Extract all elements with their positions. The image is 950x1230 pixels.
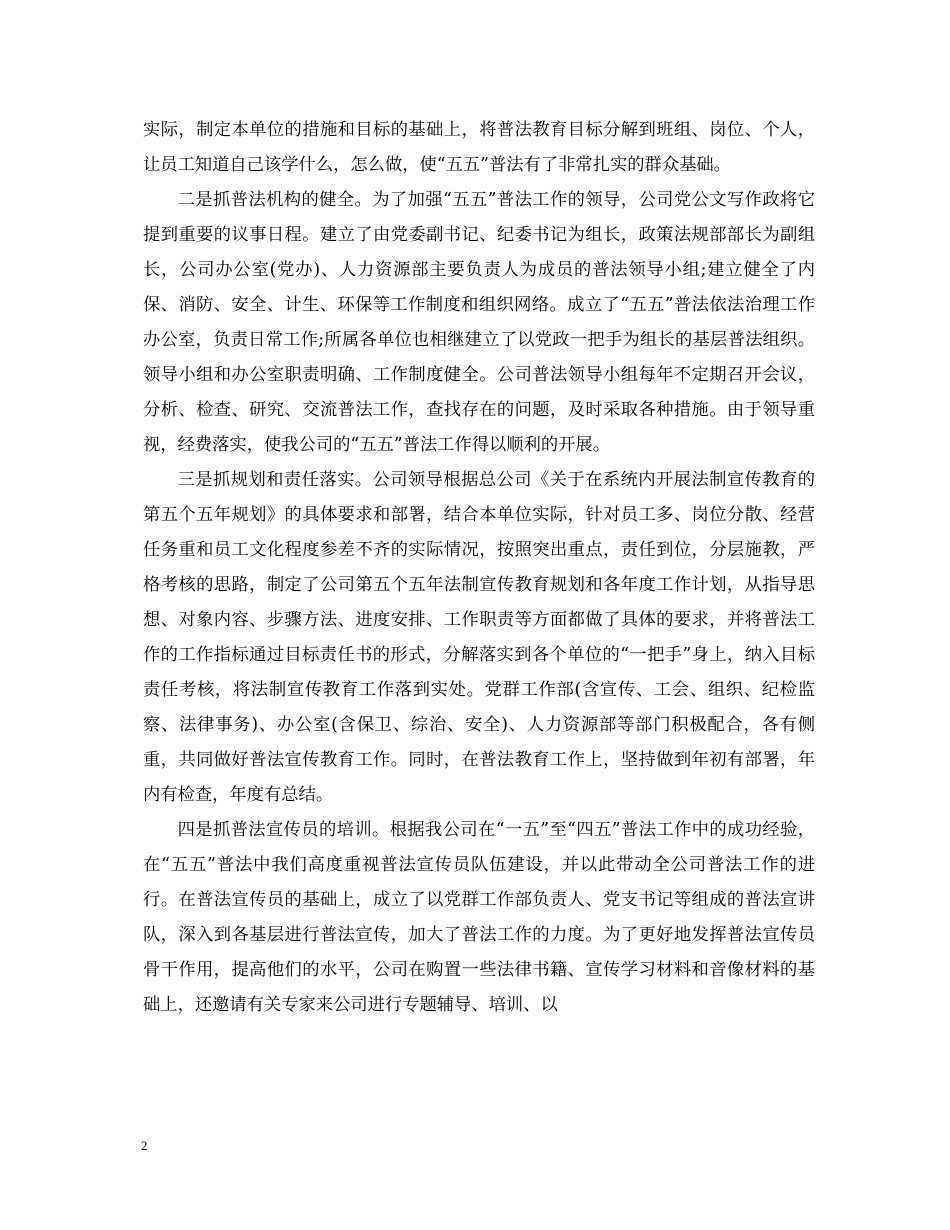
page-number: 2 <box>141 1138 148 1153</box>
paragraph-4: 四是抓普法宣传员的培训。根据我公司在“一五”至“四五”普法工作中的成功经验，在“五五”普法中我们高度重视普法宣传员队伍建设，并以此带动全公司普法工作的进行。在普法宣传员的基础上，成立了以党群工作部负责人、党支书记等组成的普法宣讲队，深入到各基层进行普法宣传，加大了普法工作的力度。为了更好地发挥普法宣传员骨干作用，提高他们的水平，公司在购置一些法律书籍、宣传学习材料和音像材料的基础上，还邀请有关专家来公司进行专题辅导、培训、以 <box>143 820 815 1015</box>
paragraph-2: 二是抓普法机构的健全。为了加强“五五”普法工作的领导，公司党公文写作政将它提到重要的议事日程。建立了由党委副书记、纪委书记为组长，政策法规部部长为副组长，公司办公室(党办)、人力资源部主要负责人为成员的普法领导小组;建立健全了内保、消防、安全、计生、环保等工作制度和组织网络。成立了“五五”普法依法治理工作办公室，负责日常工作;所属各单位也相继建立了以党政一把手为组长的基层普法组织。领导小组和办公室职责明确、工作制度健全。公司普法领导小组每年不定期召开会议，分析、检查、研究、交流普法工作，查找存在的问题，及时采取各种措施。由于领导重视，经费落实，使我公司的“五五”普法工作得以顺利的开展。 <box>143 190 815 455</box>
paragraph-1: 实际，制定本单位的措施和目标的基础上，将普法教育目标分解到班组、岗位、个人，让员工知道自己该学什么，怎么做，使“五五”普法有了非常扎实的群众基础。 <box>143 120 815 175</box>
paragraph-3: 三是抓规划和责任落实。公司领导根据总公司《关于在系统内开展法制宣传教育的第五个五年规划》的具体要求和部署，结合本单位实际，针对员工多、岗位分散、经营任务重和员工文化程度参差不齐的实际情况，按照突出重点，责任到位，分层施教，严格考核的思路，制定了公司第五个五年法制宣传教育规划和各年度工作计划，从指导思想、对象内容、步骤方法、进度安排、工作职责等方面都做了具体的要求，并将普法工作的工作指标通过目标责任书的形式，分解落实到各个单位的“一把手”身上，纳入目标责任考核，将法制宣传教育工作落到实处。党群工作部(含宣传、工会、组织、纪检监察、法律事务)、办公室(含保卫、综治、安全)、人力资源部等部门积极配合，各有侧重，共同做好普法宣传教育工作。同时，在普法教育工作上，坚持做到年初有部署，年内有检查，年度有总结。 <box>143 470 815 805</box>
document-body <box>143 113 815 1023</box>
